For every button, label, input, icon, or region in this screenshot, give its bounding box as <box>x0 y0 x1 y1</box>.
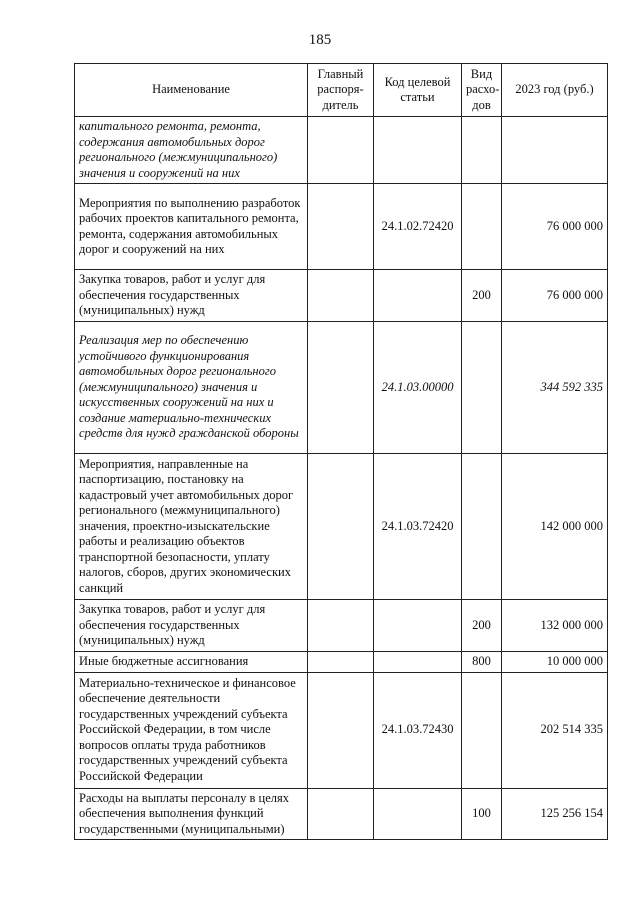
row-name-cell: Мероприятия, направленные на паспортизацию, постановку на кадастровый учет автомобильных дорог регионального (межмуниципального) значения, проектно-изыскательские работы и реализацию объектов транспортной безопасности, уплату налогов, сборов, других экономических санкций <box>75 454 308 600</box>
table-row <box>75 322 608 454</box>
row-manager-cell <box>308 672 374 788</box>
row-manager-cell <box>308 184 374 270</box>
row-expense-type-cell <box>462 184 502 270</box>
table-row <box>75 454 608 600</box>
page-number: 185 <box>308 32 332 48</box>
table-row <box>75 117 608 184</box>
row-manager-cell <box>308 270 374 322</box>
table-header <box>75 64 608 117</box>
row-amount-cell: 202 514 335 <box>502 672 608 788</box>
row-name-cell: Расходы на выплаты персоналу в целях обеспечения выполнения функций государственными (муниципальными) <box>75 788 308 840</box>
row-name-cell: капитального ремонта, ремонта, содержания автомобильных дорог регионального (межмуниципального) значения и сооружений на них <box>75 117 308 184</box>
row-amount-cell: 142 000 000 <box>502 454 608 600</box>
row-amount-cell: 10 000 000 <box>502 652 608 673</box>
row-code-cell <box>374 652 462 673</box>
table-row <box>75 270 608 322</box>
table-row <box>75 788 608 840</box>
row-amount-cell: 344 592 335 <box>502 322 608 454</box>
row-manager-cell <box>308 117 374 184</box>
row-code-cell <box>374 270 462 322</box>
row-expense-type-cell <box>462 322 502 454</box>
header-amount: 2023 год (руб.) <box>502 64 608 117</box>
table-row <box>75 184 608 270</box>
row-code-cell: 24.1.02.72420 <box>374 184 462 270</box>
budget-table <box>74 63 608 840</box>
row-expense-type-cell: 100 <box>462 788 502 840</box>
row-code-cell <box>374 788 462 840</box>
row-manager-cell <box>308 454 374 600</box>
header-manager: Главный распоря-дитель <box>308 64 374 117</box>
row-name-cell: Закупка товаров, работ и услуг для обеспечения государственных (муниципальных) нужд <box>75 600 308 652</box>
table-row <box>75 672 608 788</box>
header-row <box>75 64 608 117</box>
row-manager-cell <box>308 652 374 673</box>
header-name: Наименование <box>75 64 308 117</box>
row-amount-cell: 125 256 154 <box>502 788 608 840</box>
row-name-cell: Закупка товаров, работ и услуг для обеспечения государственных (муниципальных) нужд <box>75 270 308 322</box>
header-expense-type: Вид расхо-дов <box>462 64 502 117</box>
row-manager-cell <box>308 788 374 840</box>
row-amount-cell: 76 000 000 <box>502 184 608 270</box>
row-code-cell: 24.1.03.72420 <box>374 454 462 600</box>
row-expense-type-cell <box>462 117 502 184</box>
row-expense-type-cell: 200 <box>462 270 502 322</box>
row-code-cell <box>374 600 462 652</box>
row-amount-cell: 76 000 000 <box>502 270 608 322</box>
row-expense-type-cell: 800 <box>462 652 502 673</box>
row-amount-cell <box>502 117 608 184</box>
row-name-cell: Мероприятия по выполнению разработок рабочих проектов капитального ремонта, ремонта, содержания автомобильных дорог и сооружений на них <box>75 184 308 270</box>
row-manager-cell <box>308 600 374 652</box>
row-expense-type-cell <box>462 454 502 600</box>
row-amount-cell: 132 000 000 <box>502 600 608 652</box>
row-expense-type-cell <box>462 672 502 788</box>
table-row <box>75 652 608 673</box>
row-name-cell: Иные бюджетные ассигнования <box>75 652 308 673</box>
row-code-cell <box>374 117 462 184</box>
table-body <box>75 117 608 840</box>
row-manager-cell <box>308 322 374 454</box>
header-code: Код целевой статьи <box>374 64 462 117</box>
row-code-cell: 24.1.03.72430 <box>374 672 462 788</box>
row-name-cell: Материально-техническое и финансовое обеспечение деятельности государственных учреждений субъекта Российской Федерации, в том числе вопросов оплаты труда работников государственных учреждений субъекта Российской Федерации <box>75 672 308 788</box>
row-code-cell: 24.1.03.00000 <box>374 322 462 454</box>
table-row <box>75 600 608 652</box>
row-name-cell: Реализация мер по обеспечению устойчивого функционирования автомобильных дорог регионального (межмуниципального) значения и искусственных сооружений на них и создание материально-технических средств для нужд гражданской обороны <box>75 322 308 454</box>
row-expense-type-cell: 200 <box>462 600 502 652</box>
